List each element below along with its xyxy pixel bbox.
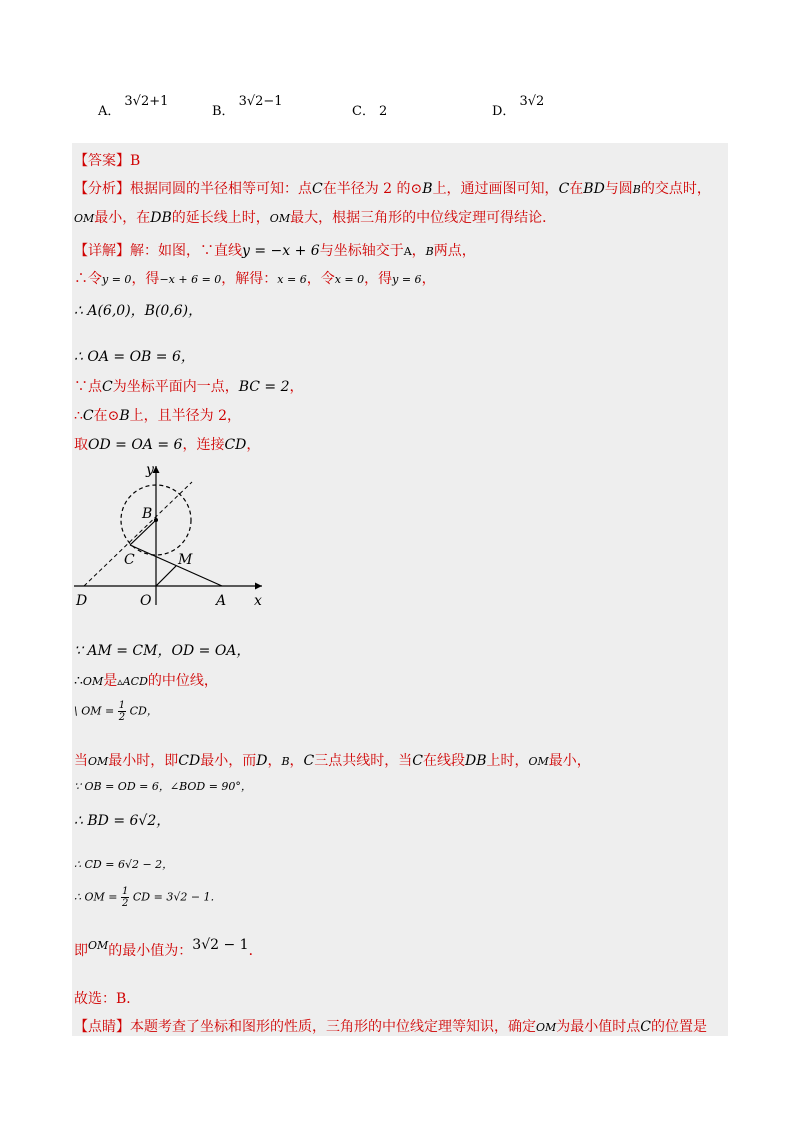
detail-line-14: ∴ CD = 6√2 − 2，	[74, 858, 174, 871]
analysis-text: 的延长线上时，	[171, 210, 270, 226]
point-b: B	[422, 181, 433, 197]
detail-text: ，	[411, 243, 426, 259]
comment-text: 的位置是	[651, 1019, 707, 1035]
point-b-dot	[154, 518, 158, 522]
detail-text: 在线段	[422, 753, 465, 769]
segment-db: DB	[150, 210, 172, 226]
label-d: D	[76, 593, 88, 609]
segment-db: DB	[464, 753, 487, 769]
analysis-text: 在	[569, 181, 584, 197]
detail-text: 两点，	[433, 243, 476, 259]
detail-line-8: ∵ AM = CM，OD = OA，	[74, 643, 251, 659]
detail-line-7	[74, 434, 260, 454]
detail-text: ，	[246, 437, 261, 453]
detail-text: 取	[74, 437, 88, 453]
fraction-numerator: 1	[122, 886, 129, 897]
segment-cd: CD	[178, 753, 201, 769]
detail-text: CD = 3√2 − 1．	[132, 890, 222, 904]
detail-line-16	[74, 937, 263, 960]
triangle-acd: ▵ACD	[117, 675, 148, 688]
detail-text: 上，且半径为 2，	[129, 408, 242, 424]
label-c: C	[124, 552, 135, 568]
segment-om: OM	[74, 212, 95, 225]
line-ca	[130, 545, 222, 586]
detail-text: ，	[267, 753, 282, 769]
detail-line-5	[74, 376, 304, 396]
equation: y = 6	[392, 273, 422, 286]
detail-line-9	[74, 670, 218, 690]
min-value: 3√2 − 1	[192, 937, 249, 953]
fraction-numerator: 1	[118, 700, 126, 711]
segment-om: OM	[82, 675, 104, 688]
point-a: A	[403, 245, 412, 258]
geometry-figure	[72, 460, 272, 610]
fraction-half	[121, 886, 129, 909]
point-b: B	[119, 408, 130, 424]
detail-line-11	[74, 750, 591, 770]
segment-bd: BD	[583, 181, 605, 197]
detail-line-3: ∴ A(6,0)，B(0,6)，	[74, 303, 203, 319]
label-y: y	[146, 462, 154, 478]
detail-text: 是	[103, 673, 118, 689]
detail-text: 与坐标轴交于	[319, 243, 404, 259]
detail-line-15	[74, 886, 222, 909]
point-c: C	[558, 181, 570, 197]
comment-text: 本题考查了坐标和图形的性质，三角形的中位线定理等知识，确定	[130, 1019, 536, 1035]
detail-text: CD，	[129, 704, 158, 718]
detail-text: ∴令	[74, 271, 102, 287]
detail-text: ，	[421, 271, 436, 287]
line-bc	[130, 520, 156, 545]
analysis-line-2	[74, 207, 556, 227]
detail-text: 最小时，即	[108, 753, 179, 769]
label-a: A	[216, 593, 227, 609]
option-c[interactable]	[352, 100, 387, 119]
analysis-line-1	[74, 178, 711, 198]
equation: −x + 6 = 0	[159, 273, 222, 286]
point-c: C	[640, 1019, 651, 1035]
detail-text: ∴	[74, 673, 83, 689]
point-b: B	[632, 183, 641, 196]
point-c: C	[312, 181, 323, 197]
detail-line-13: ∴ BD = 6√2，	[74, 813, 171, 829]
option-b[interactable]	[212, 94, 283, 119]
option-b-value: 3√2−1	[238, 94, 283, 109]
detail-text: ，连接	[182, 437, 225, 453]
fraction-half	[118, 700, 126, 723]
label-b: B	[142, 506, 153, 522]
option-c-value: 2	[378, 104, 388, 119]
point-d: D	[256, 753, 268, 769]
detail-text: 即	[74, 943, 88, 959]
analysis-text: 最小，在	[94, 210, 151, 226]
detail-line-1	[74, 240, 476, 260]
detail-text: 的最小值为：	[108, 943, 193, 959]
detail-text: ，得	[131, 271, 160, 287]
point-c: C	[82, 408, 94, 424]
analysis-text: 根据同圆的半径相等可知：点	[130, 181, 312, 197]
detail-text: 的中位线，	[147, 673, 218, 689]
detail-text: 在⊙	[93, 408, 120, 424]
detail-text: 当	[74, 753, 88, 769]
comment-text: 为最小值时点	[556, 1019, 641, 1035]
option-c-label: C．	[352, 104, 375, 119]
detail-text: ∴ OM =	[74, 890, 118, 904]
option-a-value: 3√2+1	[124, 94, 169, 109]
analysis-tag: 【分析】	[74, 181, 130, 197]
detail-text: 解：如图，∵直线	[130, 243, 242, 259]
point-c: C	[303, 753, 315, 769]
label-x: x	[254, 593, 262, 609]
point-c: C	[412, 753, 423, 769]
equation: x = 6	[277, 273, 307, 286]
answer-line	[74, 150, 140, 170]
fraction-denominator: 2	[122, 898, 129, 909]
analysis-text: 在半径为 2 的⊙	[322, 181, 423, 197]
option-a-label: A．	[98, 104, 121, 119]
equation: x = 0	[334, 273, 365, 286]
option-d-label: D．	[492, 104, 516, 119]
detail-text: ．	[248, 943, 263, 959]
answer-options	[0, 94, 800, 130]
segment-om: OM	[269, 212, 291, 225]
detail-text: ∴	[74, 408, 83, 424]
detail-text: ，解得：	[221, 271, 278, 287]
detail-text: 上时，	[486, 753, 529, 769]
option-b-label: B．	[212, 104, 235, 119]
line-db-dashed	[84, 482, 192, 586]
analysis-text: 与圆	[604, 181, 633, 197]
segment-cd: CD	[224, 437, 247, 453]
fraction-denominator: 2	[118, 712, 126, 723]
point-c: C	[102, 379, 113, 395]
detail-line-2	[74, 268, 436, 288]
detail-text: \ OM =	[74, 704, 115, 718]
point-b: B	[281, 755, 290, 768]
detail-text: ，得	[364, 271, 393, 287]
line-om	[156, 566, 176, 586]
label-o: O	[140, 593, 152, 609]
detail-text: 三点共线时，当	[314, 753, 413, 769]
detail-text: 最小，而	[200, 753, 257, 769]
analysis-text: 上，通过画图可知，	[432, 181, 559, 197]
option-d[interactable]	[492, 94, 545, 119]
detail-text: ，	[289, 753, 304, 769]
detail-line-12: ∵ OB = OD = 6，∠BOD = 90°，	[74, 780, 252, 793]
detail-line-10	[74, 700, 158, 723]
comment-tag: 【点睛】	[74, 1019, 130, 1035]
detail-text: ，令	[306, 271, 335, 287]
point-b: B	[425, 245, 434, 258]
comment-line	[74, 1016, 707, 1036]
conclusion-line: 故选：B．	[74, 991, 141, 1007]
detail-text: 为坐标平面内一点，	[112, 379, 239, 395]
analysis-text: 最大，根据三角形的中位线定理可得结论．	[290, 210, 557, 226]
equation: OD = OA = 6	[88, 437, 183, 453]
detail-text: ，	[289, 379, 304, 395]
detail-tag: 【详解】	[74, 243, 130, 259]
option-d-value: 3√2	[519, 94, 545, 109]
detail-line-6	[74, 405, 241, 425]
analysis-text: 的交点时，	[640, 181, 711, 197]
segment-om: OM	[536, 1021, 557, 1034]
answer-value: B	[130, 153, 141, 169]
segment-om: OM	[88, 939, 109, 952]
equation: BC = 2	[238, 379, 290, 395]
detail-line-4: ∴ OA = OB = 6，	[74, 349, 195, 365]
detail-text: ∵点	[74, 379, 102, 395]
answer-tag: 【答案】	[74, 153, 130, 169]
equation: y = 0	[102, 273, 132, 286]
label-m: M	[178, 552, 193, 568]
detail-text: 最小，	[548, 753, 591, 769]
segment-om: OM	[528, 755, 549, 768]
segment-om: OM	[88, 755, 109, 768]
line-equation: y = −x + 6	[242, 243, 320, 259]
option-a[interactable]	[98, 94, 169, 119]
